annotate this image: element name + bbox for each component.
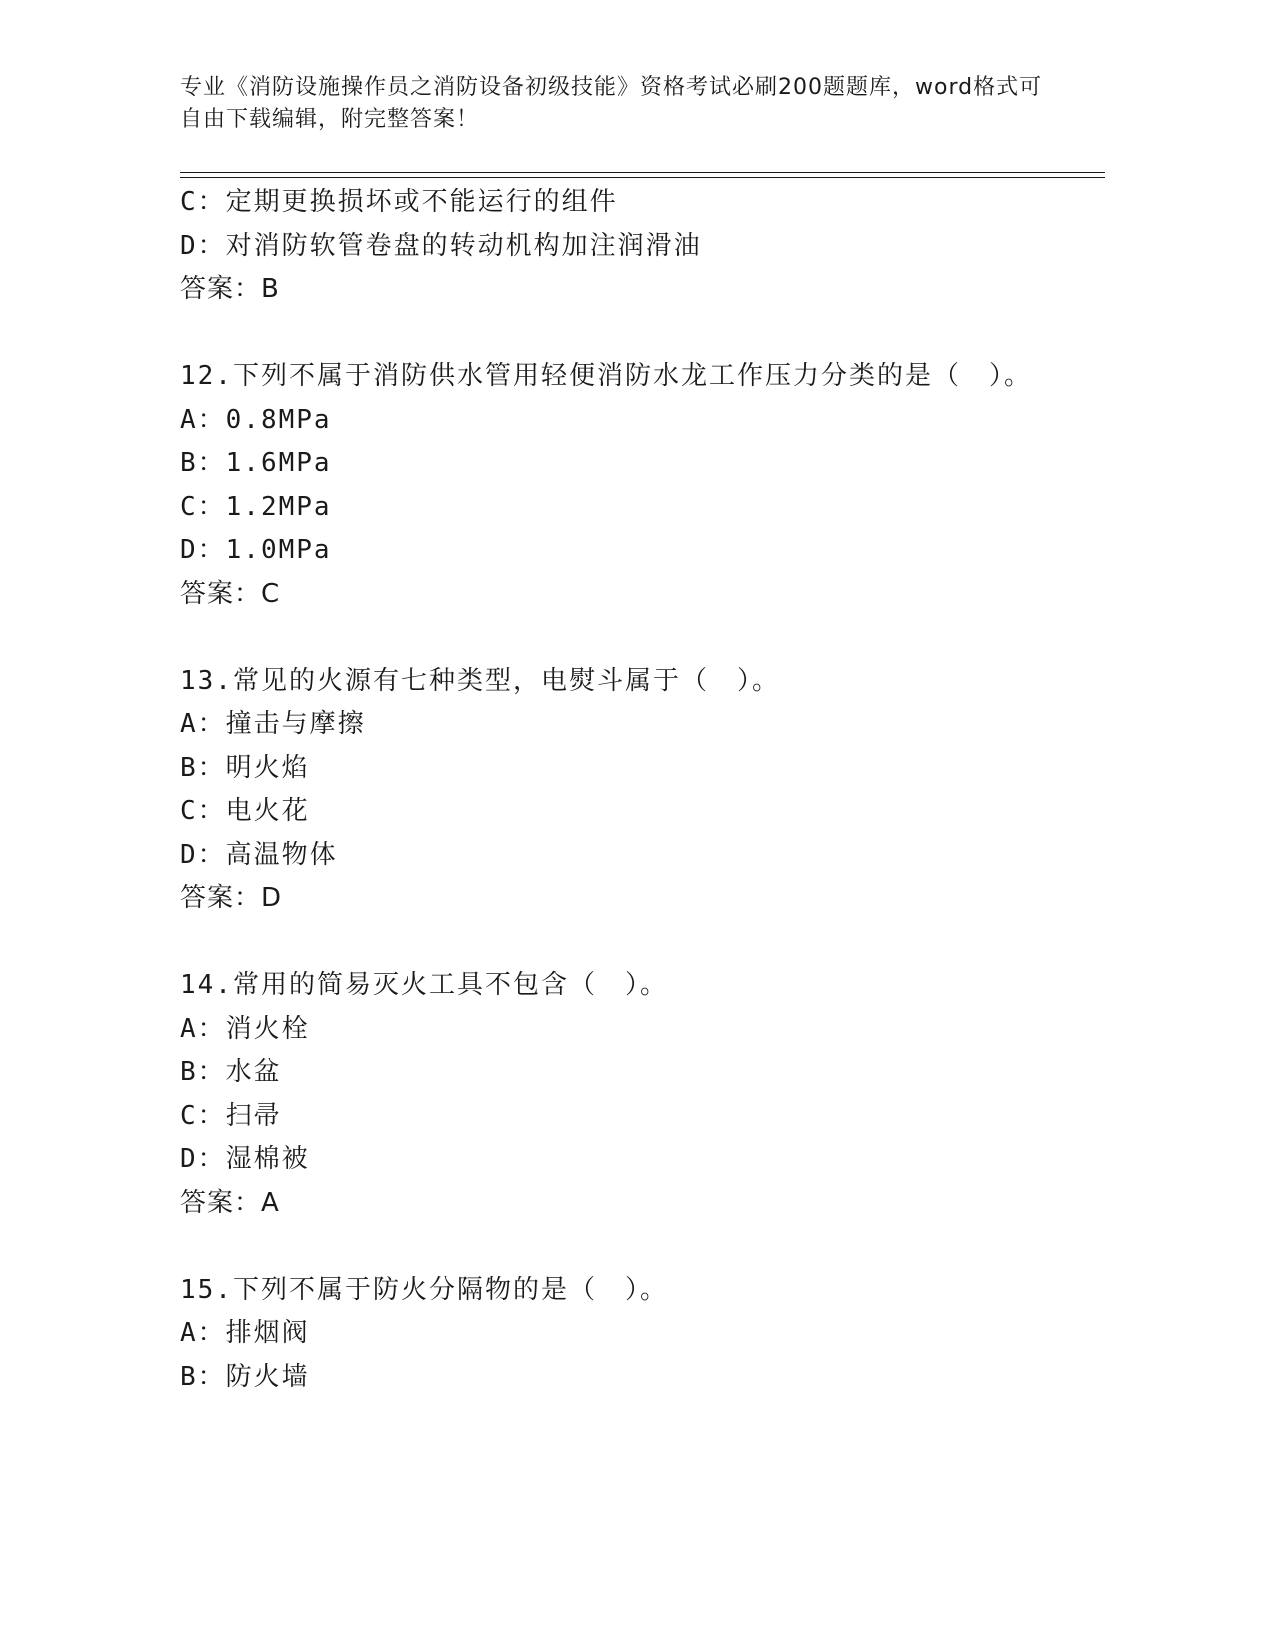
option-line: C：定期更换损坏或不能运行的组件 (180, 187, 618, 217)
answer-line: 答案：D (180, 883, 283, 913)
option-line: D：高温物体 (180, 840, 338, 870)
answer-line: 答案：B (180, 274, 280, 304)
option-line: B：水盆 (180, 1057, 282, 1087)
option-line: A：消火栓 (180, 1014, 310, 1044)
option-line: A：撞击与摩擦 (180, 709, 366, 739)
option-line: C：电火花 (180, 796, 310, 826)
option-line: D：1.0MPa (180, 535, 332, 565)
option-line: B：防火墙 (180, 1362, 310, 1392)
question-text: 14.常用的简易灭火工具不包含（ ）。 (180, 970, 668, 1000)
header-divider-top (180, 172, 1105, 173)
option-line: B：明火焰 (180, 753, 310, 783)
option-line: D：湿棉被 (180, 1144, 310, 1174)
question-text: 15.下列不属于防火分隔物的是（ ）。 (180, 1275, 668, 1305)
option-line: D：对消防软管卷盘的转动机构加注润滑油 (180, 231, 702, 261)
question-text: 13.常见的火源有七种类型，电熨斗属于（ ）。 (180, 666, 780, 696)
option-line: C：1.2MPa (180, 492, 332, 522)
question-text: 12.下列不属于消防供水管用轻便消防水龙工作压力分类的是（ ）。 (180, 361, 1032, 391)
option-line: B：1.6MPa (180, 448, 332, 478)
answer-line: 答案：A (180, 1188, 280, 1218)
option-line: A：排烟阀 (180, 1318, 310, 1348)
answer-line: 答案：C (180, 579, 281, 609)
header-divider-bottom (180, 177, 1105, 178)
option-line: C：扫帚 (180, 1101, 282, 1131)
page-header-title: 专业《消防设施操作员之消防设备初级技能》资格考试必刷200题题库，word格式可自由下载编辑，附完整答案！ (180, 75, 1043, 132)
option-line: A：0.8MPa (180, 405, 332, 435)
